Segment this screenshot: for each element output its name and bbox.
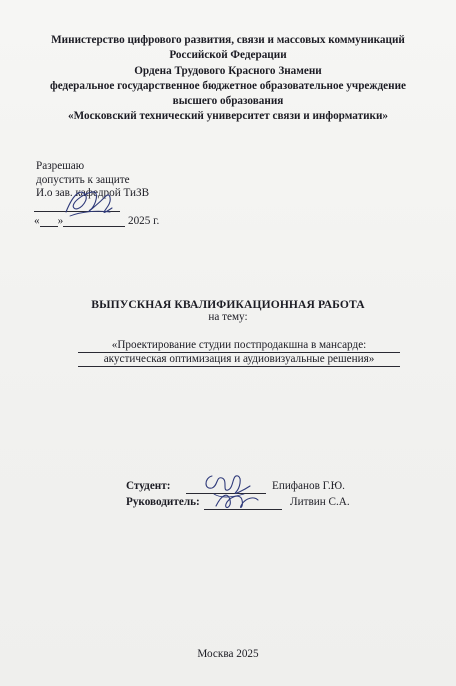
- header-line-education-level: высшего образования: [172, 95, 284, 108]
- student-row: [126, 480, 170, 492]
- approval-date: [34, 214, 159, 227]
- date-day-blank: [40, 214, 58, 227]
- supervisor-name-cell: [290, 496, 350, 508]
- work-title: ВЫПУСКНАЯ КВАЛИФИКАЦИОННАЯ РАБОТА: [91, 298, 365, 311]
- supervisor-name: Литвин С.А.: [290, 496, 350, 508]
- ministry-header: [0, 33, 456, 125]
- approval-line-head: И.о зав. кафедрой ТиЗВ: [36, 187, 150, 200]
- student-label: Студент:: [126, 480, 171, 492]
- date-quote-open: «: [34, 215, 40, 227]
- header-line-institution-type: федеральное государственное бюджетное образовательное учреждение: [49, 79, 406, 92]
- approval-line-defense: допустить к защите: [36, 173, 130, 186]
- header-line-order: Ордена Трудового Красного Знамени: [134, 64, 322, 77]
- date-month-blank: [63, 214, 125, 227]
- header-line-country: Российской Федерации: [169, 49, 287, 62]
- header-line-university: «Московский технический университет связи и информатики»: [67, 110, 389, 123]
- work-subtitle: на тему:: [208, 311, 248, 323]
- topic-line-2: акустическая оптимизация и аудиовизуальные решения»: [78, 353, 400, 367]
- supervisor-label: Руководитель:: [126, 496, 200, 508]
- student-name-cell: [272, 480, 345, 492]
- date-quote-close: »: [57, 215, 64, 227]
- supervisor-signature: [212, 486, 264, 516]
- city-year: Москва 2025: [197, 648, 259, 660]
- date-year: 2025 г.: [127, 215, 160, 227]
- header-line-ministry: Министерство цифрового развития, связи и массовых коммуникаций: [51, 34, 405, 46]
- approval-line-allow: Разрешаю: [36, 160, 85, 172]
- topic-line-1: «Проектирование студии постпродакшна в мансарде:: [78, 339, 400, 353]
- student-name: Епифанов Г.Ю.: [272, 480, 345, 492]
- supervisor-row: [126, 496, 200, 508]
